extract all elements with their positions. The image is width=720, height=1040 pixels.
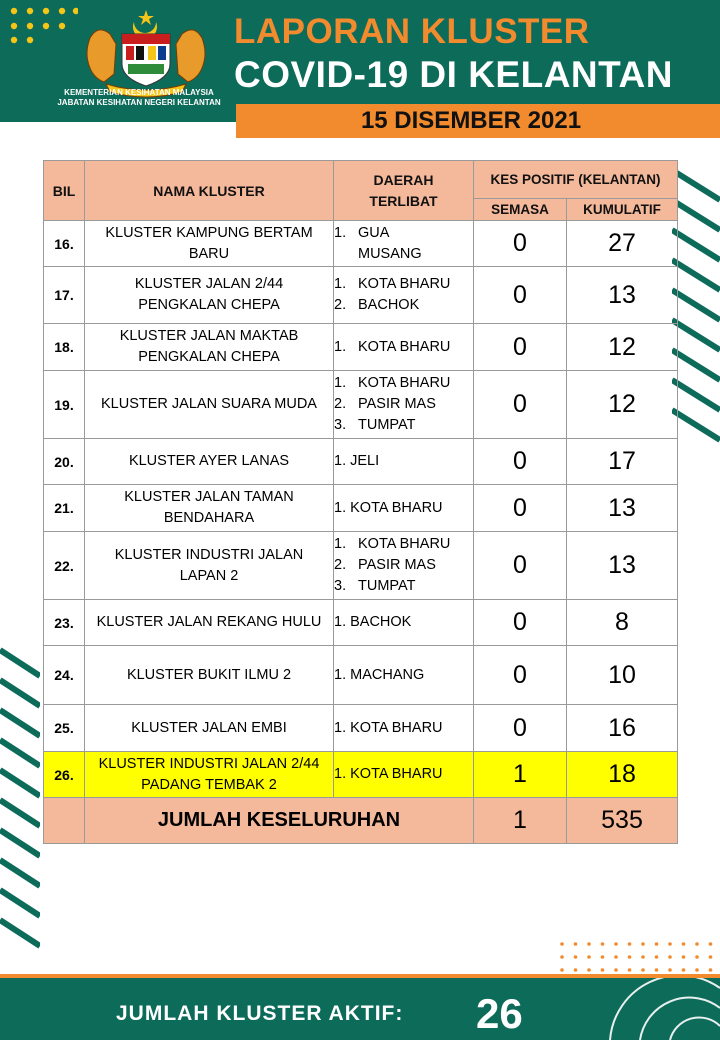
- daerah-item-number: 1.: [334, 338, 347, 355]
- cell-semasa: 0: [474, 485, 567, 532]
- cell-daerah: [334, 600, 474, 646]
- cell-semasa: 0: [474, 532, 567, 600]
- daerah-list: [334, 498, 473, 519]
- cell-semasa: 0: [474, 221, 567, 267]
- daerah-list: [334, 718, 473, 739]
- nama-line-2: BENDAHARA: [163, 510, 255, 526]
- cell-bil: 23.: [44, 600, 85, 646]
- cell-nama-kluster: [85, 221, 334, 267]
- cell-bil: 16.: [44, 221, 85, 267]
- decorative-dot-grid: [556, 940, 720, 974]
- header-nama: NAMA KLUSTER: [85, 161, 334, 221]
- nama-line-1: KLUSTER INDUSTRI JALAN: [114, 546, 304, 563]
- daerah-item: [334, 337, 473, 358]
- daerah-item: [334, 555, 473, 576]
- decorative-stripes-left: [0, 640, 40, 950]
- cell-kumulatif: 17: [567, 439, 678, 485]
- cell-semasa: 0: [474, 267, 567, 324]
- daerah-item-name: 1. KOTA BHARU: [334, 719, 443, 736]
- daerah-item-number: 2.: [334, 297, 347, 313]
- cell-daerah: [334, 267, 474, 324]
- daerah-item-number: 1.: [334, 375, 347, 391]
- daerah-item-name: BACHOK: [358, 297, 420, 313]
- total-kumulatif: 535: [567, 798, 678, 844]
- total-semasa: 1: [474, 798, 567, 844]
- daerah-item-name: KOTA BHARU: [358, 338, 451, 355]
- table-row: [44, 485, 678, 532]
- daerah-item: [334, 295, 473, 316]
- header-kumulatif: KUMULATIF: [567, 199, 678, 221]
- cell-bil: 22.: [44, 532, 85, 600]
- cell-daerah: [334, 371, 474, 439]
- cell-semasa: 0: [474, 324, 567, 371]
- header-semasa: SEMASA: [474, 199, 567, 221]
- daerah-item-number: 1.: [334, 224, 347, 241]
- header-kes-positif: KES POSITIF (KELANTAN): [474, 161, 678, 199]
- cell-kumulatif: 18: [567, 752, 678, 798]
- cell-kumulatif: 13: [567, 532, 678, 600]
- cell-semasa: 0: [474, 600, 567, 646]
- cell-nama-kluster: [85, 532, 334, 600]
- table-row: [44, 324, 678, 371]
- table-row: [44, 371, 678, 439]
- nama-line-2: LAPAN 2: [179, 567, 239, 584]
- daerah-item-name: TUMPAT: [358, 578, 416, 594]
- decorative-dots: [8, 6, 78, 46]
- daerah-item-name: 1. JELI: [334, 453, 380, 469]
- cell-daerah: [334, 221, 474, 267]
- daerah-list: [334, 612, 473, 633]
- daerah-item-name: 1. MACHANG: [334, 666, 425, 683]
- daerah-item: [334, 223, 473, 244]
- daerah-list: [334, 534, 473, 597]
- nama-line-1: KLUSTER JALAN REKANG HULU: [96, 614, 322, 630]
- header-daerah: [334, 161, 474, 221]
- cell-bil: 20.: [44, 439, 85, 485]
- table-row: [44, 752, 678, 798]
- cell-bil: 17.: [44, 267, 85, 324]
- agency-line-2: JABATAN KESIHATAN NEGERI KELANTAN: [57, 98, 221, 107]
- nama-line-2: PADANG TEMBAK 2: [141, 776, 277, 793]
- daerah-list: [334, 337, 473, 358]
- table-row: [44, 439, 678, 485]
- daerah-item: [334, 373, 473, 394]
- daerah-list: [334, 223, 473, 265]
- daerah-item-number: 1.: [334, 536, 347, 552]
- daerah-list: [334, 274, 473, 316]
- nama-line-1: KLUSTER JALAN 2/44: [134, 276, 284, 292]
- nama-line-1: KLUSTER INDUSTRI JALAN 2/44: [98, 755, 320, 772]
- nama-line-1: KLUSTER JALAN EMBI: [131, 719, 287, 736]
- cell-semasa: 0: [474, 439, 567, 485]
- cell-kumulatif: 8: [567, 600, 678, 646]
- table-row: [44, 705, 678, 752]
- daerah-item-name: KOTA BHARU: [358, 536, 451, 552]
- cell-semasa: 0: [474, 646, 567, 705]
- cell-nama-kluster: [85, 646, 334, 705]
- cell-nama-kluster: [85, 439, 334, 485]
- title-line-2: COVID-19 DI KELANTAN: [234, 54, 673, 95]
- decorative-arcs: [600, 978, 720, 1040]
- nama-line-1: KLUSTER JALAN SUARA MUDA: [101, 396, 317, 412]
- daerah-item-name: MUSANG: [358, 245, 422, 262]
- daerah-item-name: PASIR MAS: [358, 396, 436, 412]
- daerah-item-number: 2.: [334, 396, 347, 412]
- header-bil: BIL: [44, 161, 85, 221]
- report-date: 15 DISEMBER 2021: [360, 107, 582, 134]
- cell-daerah: [334, 439, 474, 485]
- cell-kumulatif: 27: [567, 221, 678, 267]
- cell-daerah: [334, 646, 474, 705]
- cell-kumulatif: 12: [567, 371, 678, 439]
- cell-daerah: [334, 705, 474, 752]
- header-daerah-line-1: DAERAH: [373, 171, 434, 188]
- coat-of-arms-logo: [72, 8, 220, 98]
- daerah-item: [334, 498, 473, 519]
- agency-name: [34, 88, 244, 108]
- daerah-list: [334, 373, 473, 436]
- daerah-item-name: PASIR MAS: [358, 557, 436, 573]
- cell-semasa: 0: [474, 705, 567, 752]
- cell-kumulatif: 13: [567, 267, 678, 324]
- nama-line-1: KLUSTER JALAN MAKTAB: [119, 328, 299, 344]
- header-daerah-line-2: TERLIBAT: [369, 192, 438, 209]
- daerah-item-name: 1. BACHOK: [334, 614, 412, 630]
- daerah-item-name: GUA: [358, 224, 390, 241]
- cell-daerah: [334, 485, 474, 532]
- cell-daerah: [334, 752, 474, 798]
- table-row: [44, 267, 678, 324]
- daerah-item: [334, 612, 473, 633]
- nama-line-1: KLUSTER AYER LANAS: [128, 453, 290, 469]
- cell-nama-kluster: [85, 371, 334, 439]
- nama-line-1: KLUSTER BUKIT ILMU 2: [126, 666, 292, 683]
- footer-label: JUMLAH KLUSTER AKTIF:: [116, 1002, 404, 1025]
- cell-nama-kluster: [85, 600, 334, 646]
- daerah-item: [334, 534, 473, 555]
- cell-bil: 21.: [44, 485, 85, 532]
- daerah-item-name: TUMPAT: [358, 417, 416, 433]
- daerah-item: [334, 394, 473, 415]
- daerah-item: [334, 718, 473, 739]
- cell-nama-kluster: [85, 267, 334, 324]
- nama-line-2: PENGKALAN CHEPA: [138, 349, 280, 365]
- cell-daerah: [334, 532, 474, 600]
- daerah-item: [334, 274, 473, 295]
- cell-semasa: 0: [474, 371, 567, 439]
- daerah-item: [334, 576, 473, 597]
- total-row: [44, 798, 678, 844]
- daerah-item: [334, 415, 473, 436]
- cluster-table: [43, 160, 678, 844]
- cell-nama-kluster: [85, 485, 334, 532]
- daerah-item-name: 1. KOTA BHARU: [334, 766, 443, 782]
- table-row: [44, 600, 678, 646]
- decorative-stripes-right: [672, 160, 720, 460]
- cell-nama-kluster: [85, 324, 334, 371]
- daerah-list: [334, 451, 473, 472]
- cell-semasa: 1: [474, 752, 567, 798]
- daerah-item-number: 3.: [334, 578, 347, 594]
- cell-bil: 18.: [44, 324, 85, 371]
- footer-active-count: 26: [476, 990, 523, 1037]
- daerah-list: [334, 764, 473, 785]
- nama-line-2: BARU: [188, 245, 230, 262]
- nama-line-1: KLUSTER JALAN TAMAN: [124, 489, 294, 505]
- table-row: [44, 221, 678, 267]
- cell-bil: 24.: [44, 646, 85, 705]
- table-row: [44, 646, 678, 705]
- daerah-item: [334, 665, 473, 686]
- title-line-1: LAPORAN KLUSTER: [234, 12, 590, 51]
- daerah-item: [334, 764, 473, 785]
- cell-nama-kluster: [85, 705, 334, 752]
- cell-daerah: [334, 324, 474, 371]
- daerah-item: [334, 244, 473, 265]
- cell-kumulatif: 13: [567, 485, 678, 532]
- nama-line-2: PENGKALAN CHEPA: [138, 297, 280, 313]
- table-row: [44, 532, 678, 600]
- cell-nama-kluster: [85, 752, 334, 798]
- total-empty-cell: [44, 798, 85, 844]
- daerah-item-number: 1.: [334, 276, 347, 292]
- daerah-list: [334, 665, 473, 686]
- date-bar: [236, 104, 720, 138]
- cell-kumulatif: 12: [567, 324, 678, 371]
- daerah-item-number: 3.: [334, 417, 347, 433]
- daerah-item-number: 2.: [334, 557, 347, 573]
- total-label: JUMLAH KESELURUHAN: [85, 798, 474, 844]
- cell-bil: 26.: [44, 752, 85, 798]
- daerah-item: [334, 451, 473, 472]
- nama-line-1: KLUSTER KAMPUNG BERTAM: [105, 224, 313, 241]
- cell-kumulatif: 16: [567, 705, 678, 752]
- cell-bil: 19.: [44, 371, 85, 439]
- daerah-item-name: KOTA BHARU: [358, 276, 451, 292]
- cell-bil: 25.: [44, 705, 85, 752]
- cell-kumulatif: 10: [567, 646, 678, 705]
- daerah-item-name: 1. KOTA BHARU: [334, 499, 443, 516]
- daerah-item-name: KOTA BHARU: [358, 375, 451, 391]
- agency-line-1: KEMENTERIAN KESIHATAN MALAYSIA: [64, 88, 214, 97]
